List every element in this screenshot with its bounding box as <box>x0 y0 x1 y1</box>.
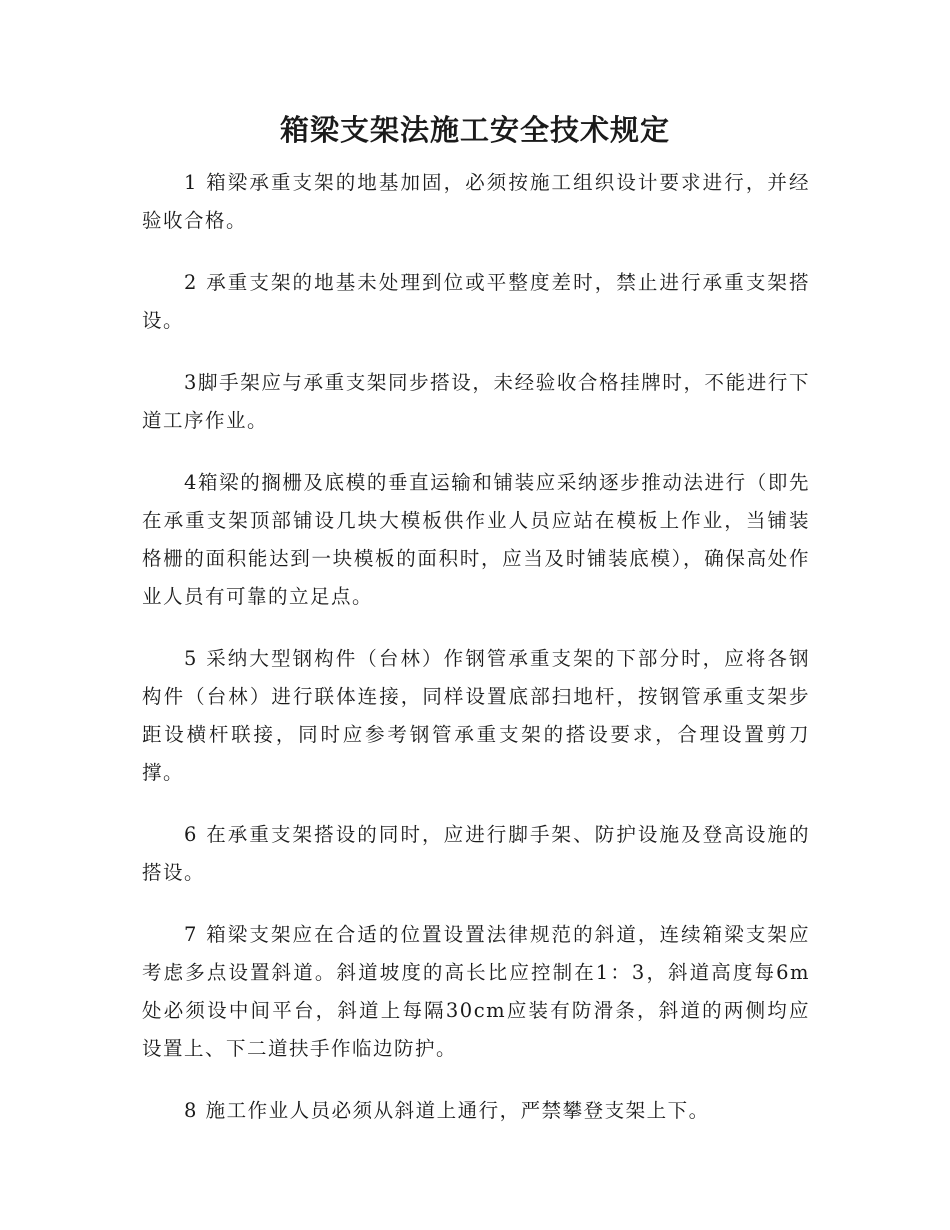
paragraph-4: 4箱梁的搁栅及底模的垂直运输和铺装应采纳逐步推动法进行（即先在承重支架顶部铺设几块大模板供作业人员应站在模板上作业，当铺装格栅的面积能达到一块模板的面积时，应当及时铺装底模），确保高处作业人员有可靠的立足点。 <box>142 471 810 608</box>
paragraph-3: 3脚手架应与承重支架同步搭设，未经验收合格挂牌时，不能进行下道工序作业。 <box>142 371 810 432</box>
paragraph-7: 7 箱梁支架应在合适的位置设置法律规范的斜道，连续箱梁支架应考虑多点设置斜道。斜道坡度的高长比应控制在1：3，斜道高度每6m处必须设中间平台，斜道上每隔30cm应装有防滑条，斜道的两侧均应设置上、下二道扶手作临边防护。 <box>142 923 810 1060</box>
paragraph-1: 1 箱梁承重支架的地基加固，必须按施工组织设计要求进行，并经验收合格。 <box>142 171 810 232</box>
paragraph-5: 5 采纳大型钢构件（台林）作钢管承重支架的下部分时，应将各钢构件（台林）进行联体连接，同样设置底部扫地杆，按钢管承重支架步距设横杆联接，同时应参考钢管承重支架的搭设要求，合理设置剪刀撑。 <box>142 647 810 784</box>
paragraph-8: 8 施工作业人员必须从斜道上通行，严禁攀登支架上下。 <box>184 1099 710 1122</box>
paragraph-2: 2 承重支架的地基未处理到位或平整度差时，禁止进行承重支架搭设。 <box>142 271 810 332</box>
paragraph-6: 6 在承重支架搭设的同时，应进行脚手架、防护设施及登高设施的搭设。 <box>142 823 810 884</box>
document-title: 箱梁支架法施工安全技术规定 <box>279 113 670 147</box>
document-body <box>142 164 810 1154</box>
